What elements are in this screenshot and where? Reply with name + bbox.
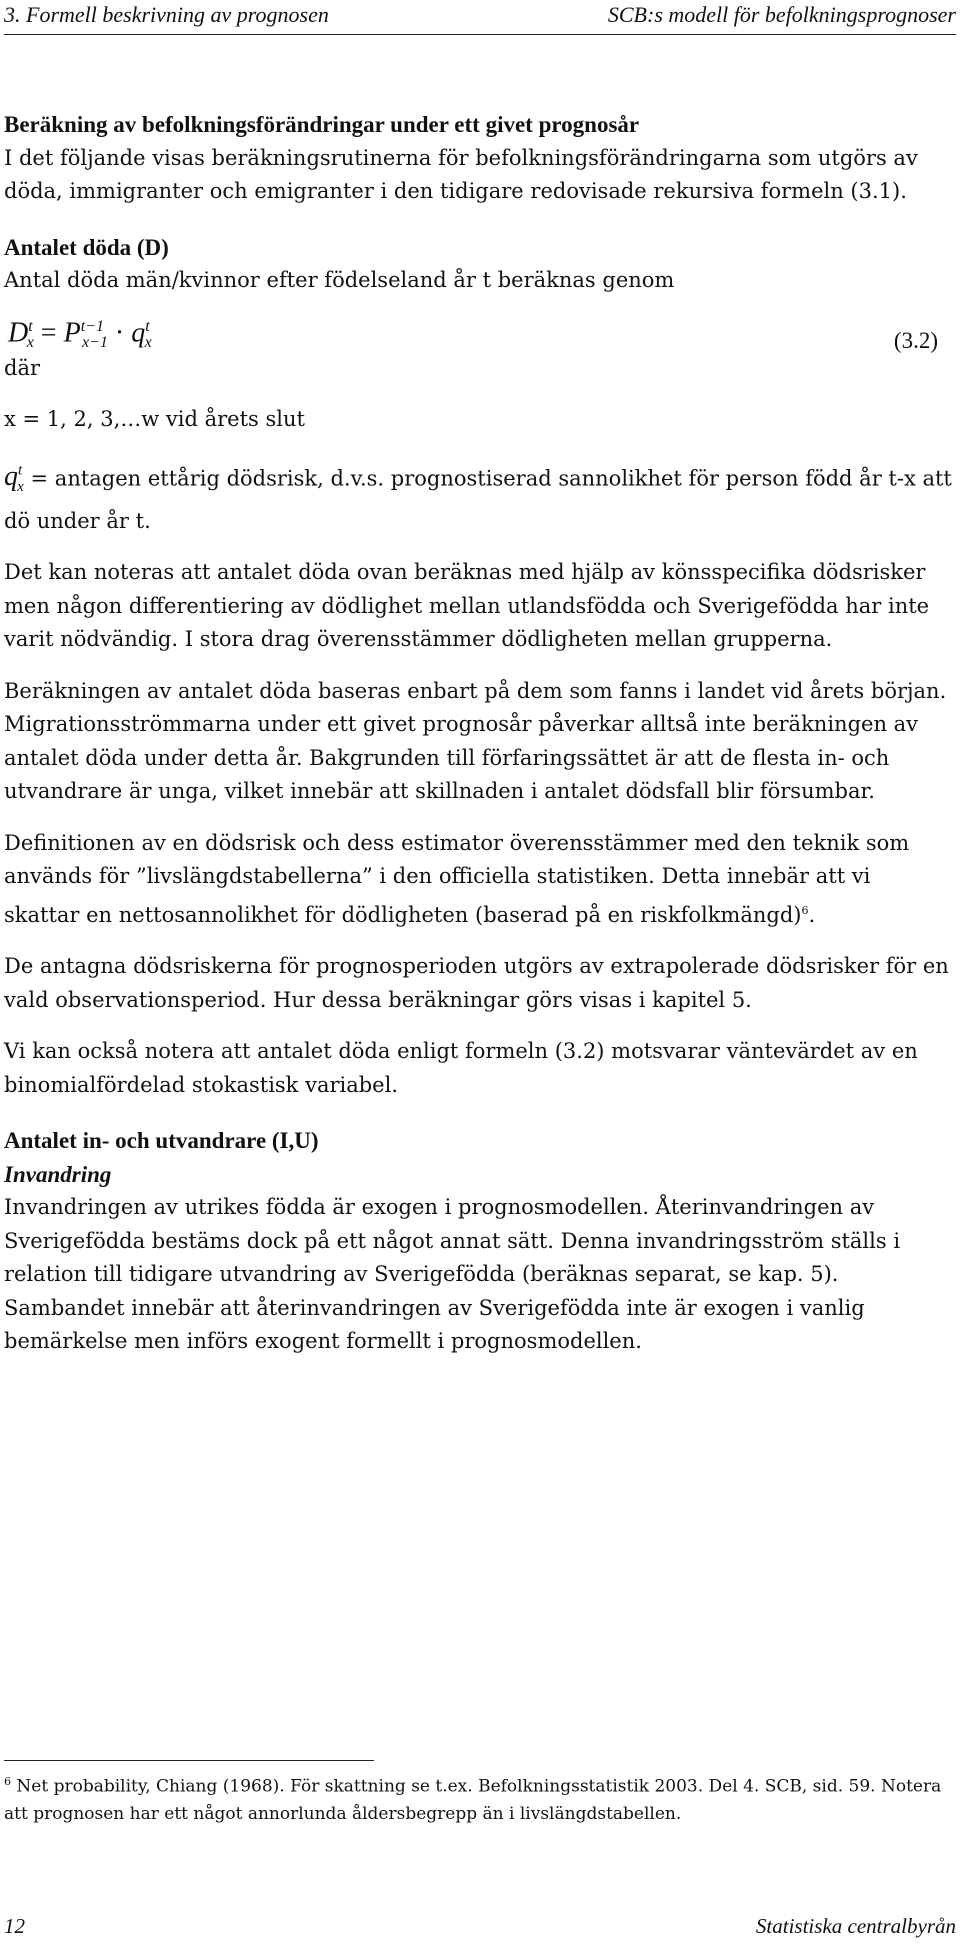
- running-header: [4, 0, 956, 35]
- main-content: [4, 108, 952, 1359]
- q-definition: $q^t_x$ = antagen ettårig dödsrisk, d.v.s. prognostiserad sannolikhet för person född år t-x att dö under år t.: [4, 460, 952, 533]
- paragraph-extrapolated-risks: De antagna dödsriskerna för prognosperioden utgörs av extrapolerade dödsrisker för en vald observationsperiod. Hur dessa beräkningar görs visas i kapitel 5.: [4, 954, 949, 1012]
- publisher-name: Statistiska centralbyrån: [755, 1914, 956, 1938]
- section-heading-population-changes: Beräkning av befolkningsförändringar under ett givet prognosår: [4, 112, 640, 137]
- header-report-title: SCB:s modell för befolkningsprognoser: [607, 2, 956, 27]
- paragraph-death-risk-definition: Definitionen av en dödsrisk och dess estimator överensstämmer med den teknik som används för ”livslängdstabellerna” i den officiella statistiken. Detta innebär att vi skattar en nettosannolikhet för dödligheten (baserad på en riskfolkmängd)$^6$.: [4, 830, 910, 927]
- paragraph-sex-specific-risks: Det kan noteras att antalet döda ovan beräknas med hjälp av könsspecifika dödsrisker men någon differentiering av dödlighet mellan utlandsfödda och Sverigefödda har inte varit nödvändig. I stora drag överensstämmer dödligheten mellan grupperna.: [4, 560, 930, 652]
- page-number: 12: [4, 1914, 25, 1938]
- formula-3-2: [4, 304, 952, 353]
- deaths-intro-text: Antal döda män/kvinnor efter födelseland år t beräknas genom: [4, 268, 675, 292]
- section-heading-deaths: Antalet döda (D): [4, 234, 169, 260]
- q-symbol: $q^t_x$: [4, 460, 24, 496]
- footnote-text: Net probability, Chiang (1968). För skattning se t.ex. Befolkningsstatistik 2003. Del 4. SCB, sid. 59. Notera att prognosen har ett något annorlunda åldersbegrepp än i livslängdstabellen.: [4, 1776, 942, 1824]
- intro-paragraph: I det följande visas beräkningsrutinerna för befolkningsförändringarna som utgörs av döda, immigranter och emigranter i den tidigare redovisade rekursiva formeln (3.1).: [4, 145, 918, 203]
- paragraph-immigration: Invandringen av utrikes födda är exogen i prognosmodellen. Återinvandringen av Sverigefödda bestäms dock på ett något annat sätt. Denna invandringsström ställs i relation till tidigare utvandring av Sverigefödda (beräknas separat, se kap. 5). Sambandet innebär att återinvandringen av Sverigefödda inte är exogen i vanlig bemärkelse men införs exogent formellt i prognosmodellen.: [4, 1195, 901, 1354]
- formula-number: (3.2): [893, 327, 938, 353]
- paragraph-binomial: Vi kan också notera att antalet döda enligt formeln (3.2) motsvarar väntevärdet av en binomialfördelad stokastisk variabel.: [4, 1039, 918, 1097]
- footnote-divider: [4, 1760, 374, 1761]
- footnote-reference: 6: [801, 903, 809, 917]
- subheading-immigration: Invandring: [4, 1161, 112, 1187]
- footnote-number: 6: [4, 1775, 11, 1788]
- where-label: där: [4, 355, 41, 380]
- header-chapter-title: 3. Formell beskrivning av prognosen: [4, 2, 329, 27]
- x-definition: x = 1, 2, 3,…w vid årets slut: [4, 407, 305, 431]
- section-heading-migration: Antalet in- och utvandrare (I,U): [4, 1128, 319, 1154]
- footnote-6: [4, 1768, 952, 1828]
- formula-expression: $D^t_x = P^{t-1}_{x-1} \cdot q^t_x$: [8, 316, 152, 352]
- paragraph-deaths-basis: Beräkningen av antalet döda baseras enbart på dem som fanns i landet vid årets början. Migrationsströmmarna under ett givet prognosår påverkar alltså inte beräkningen av antalet döda under detta år. Bakgrunden till förfaringssättet är att de flesta in- och utvandrare är unga, vilket innebär att skillnaden i antalet dödsfall blir försumbar.: [4, 678, 947, 804]
